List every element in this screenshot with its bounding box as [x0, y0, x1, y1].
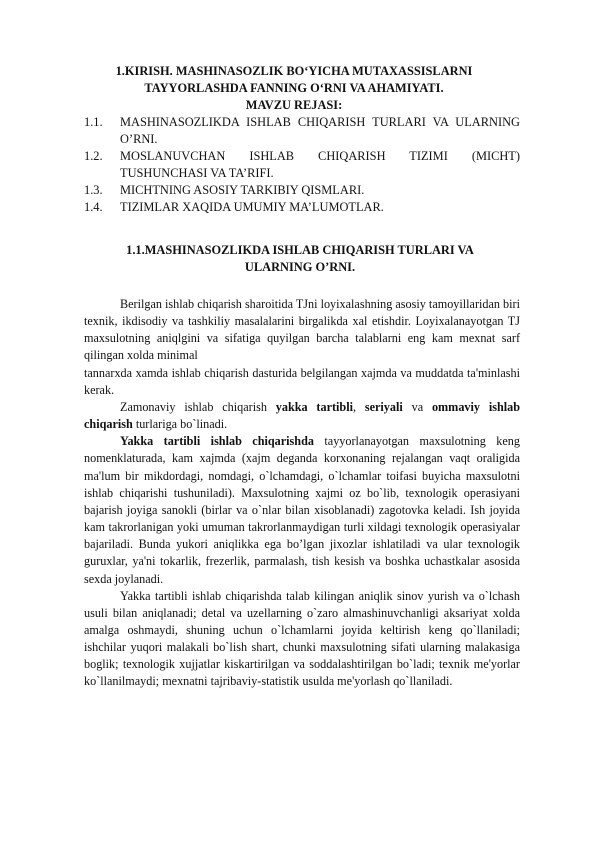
section-body [84, 296, 520, 691]
plan-item [84, 114, 520, 148]
chapter-title-line-1: 1.KIRISH. MASHINASOZLIK BO‘YICHA MUTAXASSISLARNI [115, 64, 473, 78]
plan-item-number: 1.4. [84, 200, 103, 214]
paragraph-3 [84, 433, 520, 587]
emphasis-term: seriyali [364, 399, 403, 414]
text-run: tayyorlanayotgan maxsulotning keng nomenklaturada, kam xajmda (xajm deganda korxonaning rejalangan vaqt oraligida ma'lum bir mikdordagi, nomdagi, o`lchamdagi, o`lchamlar toifasi buyicha maxsulotni ishlab chiqarishi tushuniladi). Maxsulotning xajmi oz bo`lib, texnologik operasiyani bajarish joyiga sanokli (birlar va o`nlar bilan xisoblanadi) zagotovka keladi. Ish joyida kam takrorlanigan yoki umuman takrorlanmaydigan turli xildagi texnologik operasiyalar bajariladi. Bunda yukori aniqlikka ega bo’lgan jixozlar ishlatiladi va ular texnologik guruxlar, ya'ni tokarlik, frezerlik, parmalash, tish kesish va boshka uchastkalar asosida sexda joylanadi. [84, 434, 520, 586]
paragraph-2 [84, 399, 520, 433]
text-run: Zamonaviy ishlab chiqarish [120, 399, 276, 414]
plan-item-number: 1.2. [84, 149, 103, 163]
text-run: va [402, 399, 432, 414]
plan-item [84, 199, 520, 216]
plan-title: MAVZU REJASI: [245, 98, 343, 112]
plan-item [84, 182, 520, 199]
plan-item [84, 148, 520, 182]
plan-item-text: MICHTNING ASOSIY TARKIBIY QISMLARI. [120, 183, 365, 197]
topic-plan-list [84, 114, 520, 216]
paragraph-1-continuation: tannarxda xamda ishlab chiqarish dasturida belgilangan xajmda va muddatda ta'minlashi kerak. [84, 365, 520, 397]
emphasis-term: yakka tartibli [275, 399, 353, 414]
text-run: , [352, 399, 365, 414]
section-heading-line-2: ULARNING O’RNI. [244, 260, 356, 274]
section-heading-line-1: 1.1.MASHINASOZLIKDA ISHLAB CHIQARISH TURLARI VA [126, 243, 474, 257]
emphasis-term: Yakka tartibli ishlab chiqarishda [120, 434, 314, 449]
chapter-title-line-2: TAYYORLASHDA FANNING O‘RNI VA AHAMIYATI. [144, 81, 444, 95]
plan-item-text: MASHINASOZLIKDA ISHLAB CHIQARISH TURLARI VA ULARNING O’RNI. [120, 115, 520, 146]
plan-item-number: 1.3. [84, 183, 103, 197]
plan-item-number: 1.1. [84, 115, 103, 129]
paragraph-1: Berilgan ishlab chiqarish sharoitida TJni loyixalashning asosiy tamoyillaridan biri texnik, ikdisodiy va tashkiliy masalalarini birgalikda xal etishdir. Loyixalanayotgan TJ maxsulotning aniqlgini va sifatiga quyilgan barcha talablarni eng kam mexnat sarf qilingan xolda minimal [84, 297, 520, 363]
text-run: turlariga bo`linadi. [132, 417, 228, 432]
plan-item-text: MOSLANUVCHAN ISHLAB CHIQARISH TIZIMI (MICHT) TUSHUNCHASI VA TA’RIFI. [120, 149, 520, 180]
emphasis-term: ommaviy ishlab chiqarish [84, 399, 520, 432]
plan-item-text: TIZIMLAR XAQIDA UMUMIY MA’LUMOTLAR. [120, 200, 384, 214]
paragraph-4: Yakka tartibli ishlab chiqarishda talab kilingan aniqlik sinov yurish va o`lchash usuli bilan aniqlanadi; detal va uzellarning o`zaro almashinuvchanligi aksariyat xolda amalga oshmaydi, shuning uchun o`lchamlarni joyida keltirish keng qo`llaniladi; ishchilar yuqori malakali bo`lish shart, chunki maxsulotning sifati ularning malakasiga boglik; texnologik xujjatlar kiskartirilgan va soddalashtirilgan bo`ladi; texnik me'yorlar ko`llanilmaydi; mexnatni tajribaviy-statistik usulda me'yorlash qo`llaniladi. [84, 588, 520, 689]
